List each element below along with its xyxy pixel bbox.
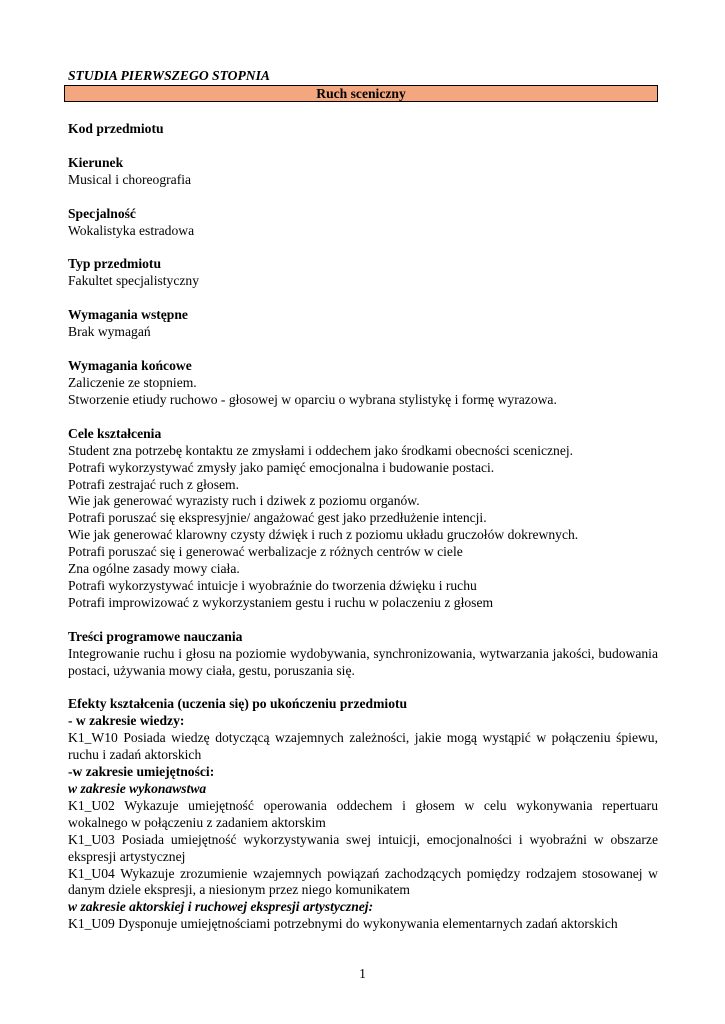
specjalnosc-value: Wokalistyka estradowa [68, 222, 195, 238]
k1-u02-text: K1_U02 Wykazuje umiejętność operowania oddechem i głosem w celu wykonywania repertuaru wokalnego w połączeniu z zadaniem aktorskim [68, 797, 658, 830]
kod-section [68, 121, 658, 138]
cele-item: Potrafi wykorzystywać intuicje i wyobraźnie do tworzenia dźwięku i ruchu [68, 577, 477, 593]
typ-value: Fakultet specjalistyczny [68, 273, 199, 289]
specjalnosc-label: Specjalność [68, 205, 136, 221]
page-number: 1 [359, 966, 366, 981]
wymagania-koncowe-section [68, 358, 658, 409]
program-level-heading: STUDIA PIERWSZEGO STOPNIA [68, 68, 270, 83]
cele-item: Zna ogólne zasady mowy ciała. [68, 561, 240, 577]
k1-u04-text: K1_U04 Wykazuje zrozumienie wzajemnych powiązań zachodzących pomiędzy rodzajem stosowanej w danym dziele ekspresji, a niesionym przez niego komunikatem [68, 865, 658, 898]
efekty-label: Efekty kształcenia (uczenia się) po ukończeniu przedmiotu [68, 696, 408, 712]
cele-label: Cele kształcenia [68, 425, 162, 441]
cele-item: Wie jak generować klarowny czysty dźwięk i ruch z poziomu układu gruczołów dokrewnych. [68, 527, 579, 543]
wymagania-wstepne-section [68, 307, 658, 341]
specjalnosc-section [68, 206, 658, 240]
cele-item: Potrafi zestrajać ruch z głosem. [68, 476, 239, 492]
cele-item: Student zna potrzebę kontaktu ze zmysłami i oddechem jako środkami obecności scenicznej. [68, 442, 574, 458]
cele-item: Potrafi poruszać się ekspresyjnie/ angażować gest jako przedłużenie intencji. [68, 510, 487, 526]
kierunek-label: Kierunek [68, 154, 124, 170]
document-page [68, 68, 658, 933]
wykonawstwa-label: w zakresie wykonawstwa [68, 781, 207, 796]
wymagania-wstepne-value: Brak wymagań [68, 324, 151, 340]
efekty-section [68, 696, 658, 933]
kod-label: Kod przedmiotu [68, 120, 164, 136]
k1-u03-text: K1_U03 Posiada umiejętność wykorzystywania swej intuicji, emocjonalności i wyobraźni w obszarze ekspresji artystycznej [68, 831, 658, 864]
cele-section [68, 426, 658, 612]
kierunek-section [68, 155, 658, 189]
tresci-section [68, 629, 658, 680]
wymagania-koncowe-label: Wymagania końcowe [68, 358, 192, 374]
wymagania-koncowe-line: Zaliczenie ze stopniem. [68, 374, 197, 390]
kierunek-value: Musical i choreografia [68, 171, 192, 187]
cele-item: Potrafi improwizować z wykorzystaniem gestu i ruchu w polaczeniu z głosem [68, 594, 494, 610]
typ-label: Typ przedmiotu [68, 256, 162, 272]
aktorskiej-label: w zakresie aktorskiej i ruchowej ekspresji artystycznej: [68, 899, 374, 915]
tresci-text: Integrowanie ruchu i głosu na poziomie wydobywania, synchronizowania, wytwarzania jakości, budowania postaci, używania mowy ciała, gestu, poruszania się. [68, 645, 658, 678]
cele-item: Potrafi poruszać się i generować werbalizacje z różnych centrów w ciele [68, 544, 463, 560]
cele-item: Wie jak generować wyrazisty ruch i dziwek z poziomu organów. [68, 493, 420, 509]
wiedza-label: - w zakresie wiedzy: [68, 713, 185, 729]
k1-u09-text: K1_U09 Dysponuje umiejętnościami potrzebnymi do wykonywania elementarnych zadań aktorskich [68, 916, 618, 932]
k1-w10-text: K1_W10 Posiada wiedzę dotyczącą wzajemnych zależności, jakie mogą wystąpić w połączeniu śpiewu, ruchu i zadań aktorskich [68, 730, 658, 763]
typ-section [68, 256, 658, 290]
subject-title-bar: Ruch sceniczny [64, 85, 658, 102]
cele-item: Potrafi wykorzystywać zmysły jako pamięć emocjonalna i budowanie postaci. [68, 459, 495, 475]
umiejetnosci-label: -w zakresie umiejętności: [68, 764, 215, 780]
wymagania-wstepne-label: Wymagania wstępne [68, 307, 188, 323]
tresci-label: Treści programowe nauczania [68, 628, 243, 644]
wymagania-koncowe-line: Stworzenie etiudy ruchowo - głosowej w oparciu o wybrana stylistykę i formę wyrazowa. [68, 391, 557, 407]
